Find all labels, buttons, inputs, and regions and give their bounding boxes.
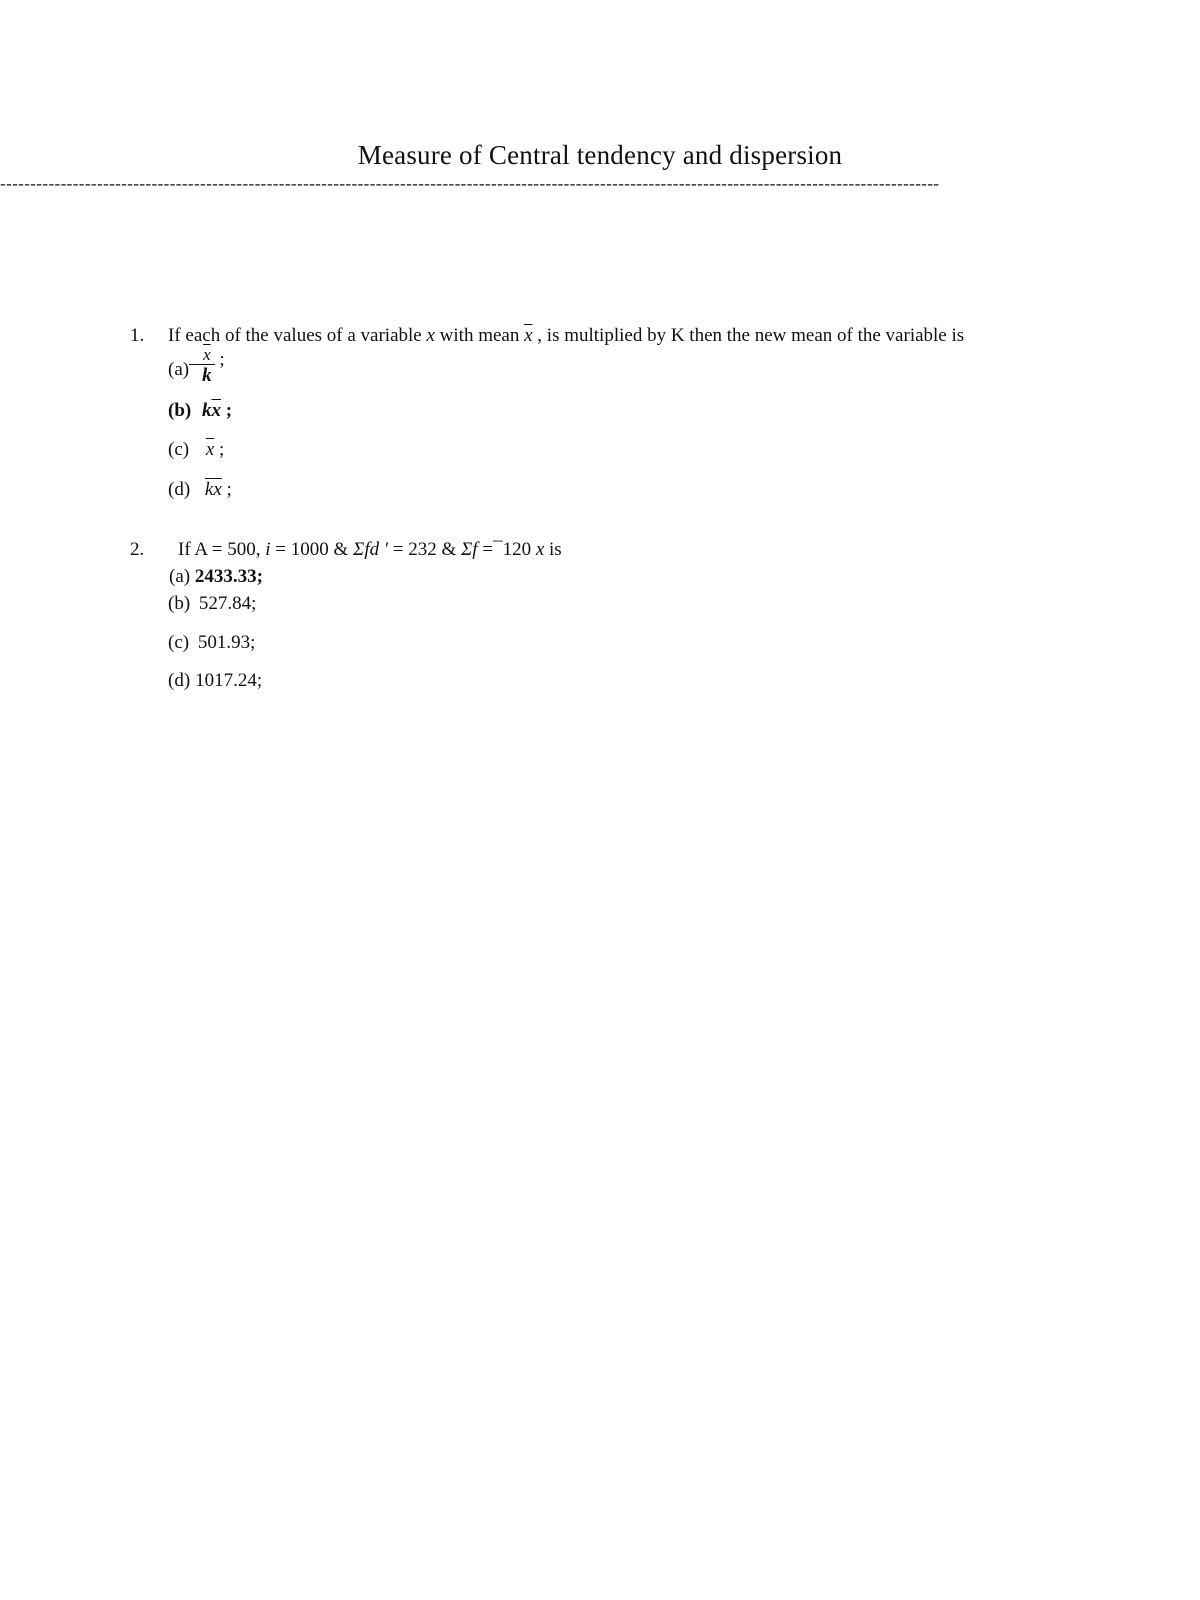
- option-value: 501.93;: [197, 632, 256, 653]
- option-value: 527.84;: [198, 593, 257, 614]
- option-symbol: $\overline{kx}$: [204, 479, 222, 500]
- option-symbol: $\overline{x}$: [211, 400, 221, 421]
- option-value: 2433.33;: [194, 566, 263, 587]
- option-label: (a): [168, 358, 190, 380]
- option-1d[interactable]: (d) $\overline{kx}$ ;: [168, 477, 232, 503]
- option-coefficient: k: [201, 400, 212, 421]
- document-title: Measure of Central tendency and dispersion: [357, 140, 843, 170]
- option-label: (c): [168, 632, 190, 653]
- option-2a[interactable]: [169, 564, 263, 590]
- bar-mark: ¯: [493, 539, 503, 560]
- option-2c[interactable]: [168, 630, 255, 656]
- question-1: [0, 323, 1200, 349]
- question-text: If A = 500, i = 1000 & Σfd ′ = 232 & Σf =¯120 x is: [178, 539, 562, 560]
- dashed-divider: -----------------------------------------------------------------------------------------------------------------------------------------------------------: [0, 176, 940, 192]
- mean-symbol: $\overline{x}$: [524, 325, 533, 346]
- option-label: (b): [168, 400, 192, 421]
- option-value: 1017.24;: [195, 670, 263, 691]
- option-2d[interactable]: [168, 668, 262, 694]
- fraction-denominator: k: [202, 365, 212, 386]
- question-number: 1.: [130, 325, 145, 346]
- question-text: If each of the values of a variable x with mean $\overline{x}$ , is multiplied by K then the new mean of the variable is: [168, 325, 965, 346]
- fraction: [189, 346, 215, 387]
- option-label: (a): [169, 566, 191, 587]
- option-label: (b): [168, 593, 191, 614]
- question-2: [0, 537, 1200, 563]
- option-1b[interactable]: (b) $k\overline{x}$ ;: [168, 398, 232, 424]
- sum-f-symbol: Σf: [461, 539, 478, 560]
- option-symbol: $\overline{x}$: [205, 439, 215, 460]
- question-number: 2.: [130, 539, 145, 560]
- option-1c[interactable]: (c) $\overline{x}$ ;: [168, 437, 224, 463]
- option-label: (d): [168, 670, 191, 691]
- option-label: (c): [168, 439, 190, 460]
- option-label: (d): [168, 479, 191, 500]
- option-1a[interactable]: (a) $\frac{\overline{x}}{k}$ ;: [168, 345, 225, 386]
- sum-fd-symbol: Σfd ′: [353, 539, 389, 560]
- fraction-numerator: $\overline{x}$: [189, 346, 215, 365]
- option-2b[interactable]: [168, 591, 256, 617]
